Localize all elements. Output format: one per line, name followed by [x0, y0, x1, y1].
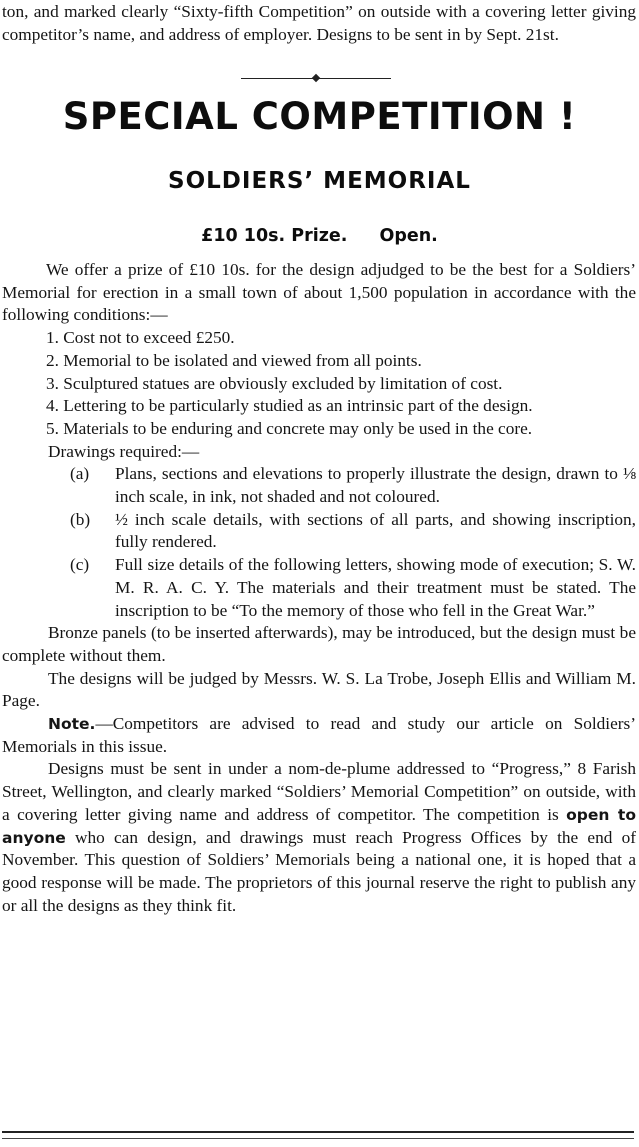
note-paragraph — [2, 713, 636, 758]
note-text: —Competitors are advised to read and study our article on Soldiers’ Memorials in this issue. — [2, 714, 636, 756]
condition-item: 5. Materials to be enduring and concrete may only be used in the core. — [46, 418, 533, 438]
footer-rule — [2, 1131, 634, 1133]
closing-text-1: Designs must be sent in under a nom-de-plume addressed to “Progress,” 8 Farish Street, Wellington, and clearly marked “Soldiers’ Memorial Competition” on outside, with a covering letter giving name and address of competitor. The competition is — [2, 759, 636, 824]
judges-paragraph: The designs will be judged by Messrs. W. S. La Trobe, Joseph Ellis and William M. Page. — [2, 668, 636, 711]
note-label: Note. — [48, 715, 96, 734]
drawings-heading: Drawings required:— — [48, 441, 200, 461]
article-body — [2, 259, 636, 917]
divider-diamond-icon — [312, 74, 320, 82]
requirement-label: (c) — [70, 555, 90, 575]
prize-open: Open. — [379, 226, 438, 246]
condition-item: 1. Cost not to exceed £250. — [46, 328, 235, 348]
requirement-text: ½ inch scale details, with sections of all parts, and showing inscription, fully rendered. — [115, 509, 636, 552]
drawing-requirement — [2, 554, 636, 622]
requirement-label: (b) — [70, 509, 91, 529]
requirement-text: Full size details of the following letters, showing mode of execution; S. W. M. R. A. C. Y. The materials and their treatment must be stated. The inscription to be “To the memory of those who fell in the Great War.” — [115, 555, 636, 620]
drawing-requirement — [2, 463, 636, 508]
ornament-divider — [241, 75, 391, 81]
footer-rule-thin — [2, 1138, 634, 1139]
bronze-paragraph: Bronze panels (to be inserted afterwards), may be introduced, but the design must be complete without them. — [2, 623, 636, 665]
requirement-text: Plans, sections and elevations to properly illustrate the design, drawn to ⅛ inch scale, in ink, not shaded and not coloured. — [115, 464, 636, 507]
closing-paragraph — [2, 758, 636, 917]
prize-amount: £10 10s. Prize. — [201, 226, 348, 246]
lead-paragraph: We offer a prize of £10 10s. for the design adjudged to be the best for a Soldiers’ Memorial for erection in a small town of about 1,500 population in accordance with the following conditions:— — [2, 260, 636, 325]
condition-item: 2. Memorial to be isolated and viewed from all points. — [46, 350, 422, 370]
page-title: SPECIAL COMPETITION ! — [62, 95, 577, 138]
page-subtitle: SOLDIERS’ MEMORIAL — [168, 168, 471, 194]
condition-item: 3. Sculptured statues are obviously excluded by limitation of cost. — [46, 373, 503, 393]
requirement-label: (a) — [70, 464, 90, 484]
closing-text-2: who can design, and drawings must reach Progress Offices by the end of November. This question of Soldiers’ Memorials being a national one, it is hoped that a good response will be made. The proprietors of this journal reserve the right to publish any or all the designs as they think fit. — [2, 827, 636, 915]
condition-item: 4. Lettering to be particularly studied as an intrinsic part of the design. — [46, 396, 533, 416]
prize-line — [0, 226, 639, 246]
intro-paragraph: ton, and marked clearly “Sixty-fifth Competition” on outside with a covering letter giving competitor’s name, and address of employer. Designs to be sent in by Sept. 21st. — [2, 2, 636, 44]
drawing-requirement — [2, 509, 636, 554]
closing-emphasis: open to anyone — [2, 805, 636, 847]
